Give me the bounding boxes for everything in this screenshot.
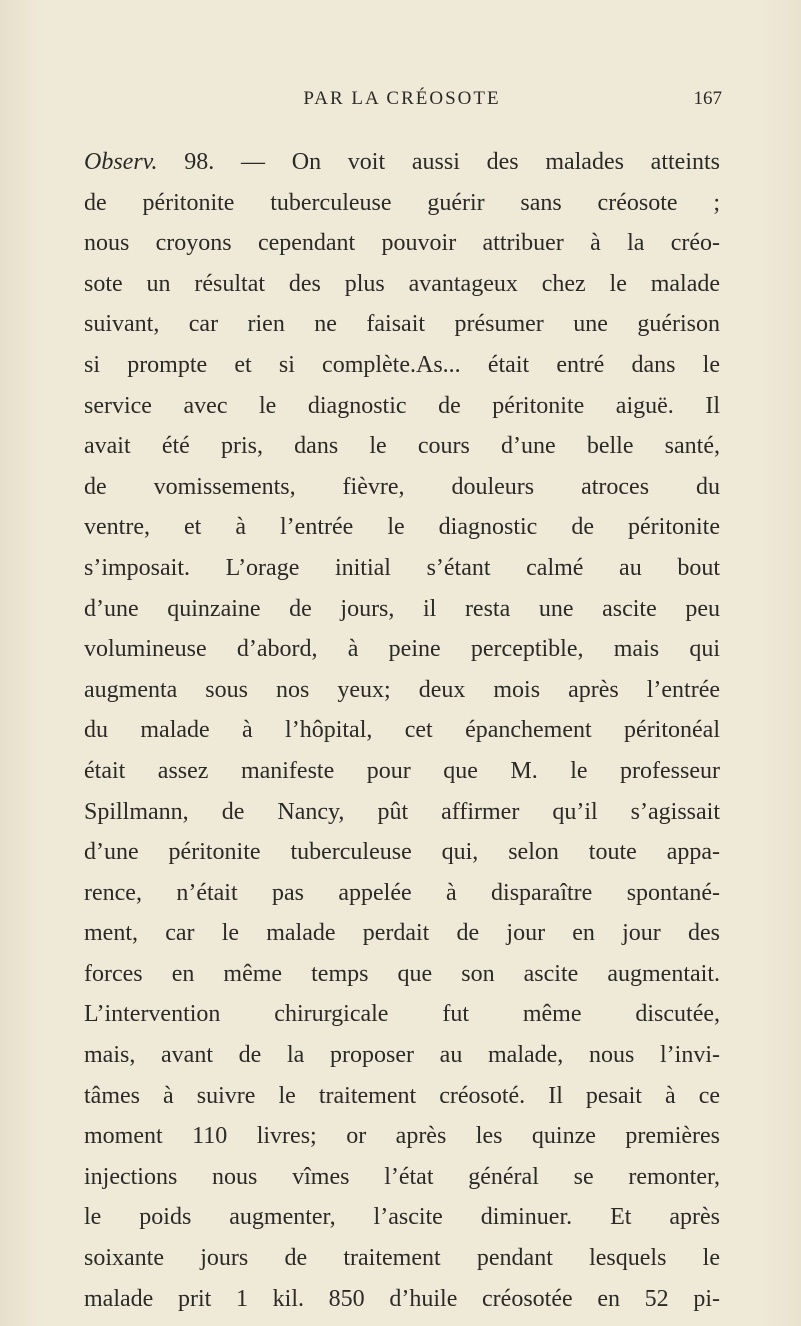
running-title: PAR LA CRÉOSOTE: [303, 88, 501, 109]
text-line: s’imposait. L’orage initial s’étant calmé au bout: [84, 554, 720, 581]
text-line: de péritonite tuberculeuse guérir sans créosote ;: [84, 189, 720, 216]
text-line: d’une péritonite tuberculeuse qui, selon toute appa-: [84, 839, 720, 866]
text-line: était assez manifeste pour que M. le professeur: [84, 757, 720, 784]
text-line: malade prit 1 kil. 850 d’huile créosotée en 52 pi-: [84, 1285, 720, 1312]
text-line: moment 110 livres; or après les quinze premières: [84, 1123, 720, 1150]
text-line: ventre, et à l’entrée le diagnostic de péritonite: [84, 514, 720, 541]
text-line: nous croyons cependant pouvoir attribuer à la créo-: [84, 230, 720, 257]
running-head: [82, 86, 722, 116]
first-line-text: 98. — On voit aussi des malades atteints: [157, 149, 720, 175]
text-line: suivant, car rien ne faisait présumer une guérison: [84, 311, 720, 338]
text-line: avait été pris, dans le cours d’une belle santé,: [84, 433, 720, 460]
text-line: d’une quinzaine de jours, il resta une ascite peu: [84, 595, 720, 622]
text-line: le poids augmenter, l’ascite diminuer. Et après: [84, 1204, 720, 1231]
text-line: forces en même temps que son ascite augmentait.: [84, 960, 720, 987]
text-line: mais, avant de la proposer au malade, nous l’invi-: [84, 1042, 720, 1069]
text-line: si prompte et si complète.As... était entré dans le: [84, 351, 720, 378]
text-line: sote un résultat des plus avantageux chez le malade: [84, 270, 720, 297]
text-line: volumineuse d’abord, à peine perceptible, mais qui: [84, 636, 720, 663]
text-line: service avec le diagnostic de péritonite aiguë. Il: [84, 392, 720, 419]
observation-label: Observ.: [84, 149, 158, 175]
text-line: [84, 142, 720, 183]
text-line: de vomissements, fièvre, douleurs atroces du: [84, 473, 720, 500]
page-number: 167: [693, 88, 722, 109]
text-line: L’intervention chirurgicale fut même discutée,: [84, 1001, 720, 1028]
text-line: augmenta sous nos yeux; deux mois après l’entrée: [84, 676, 720, 703]
text-line: tâmes à suivre le traitement créosoté. Il pesait à ce: [84, 1082, 720, 1109]
text-line: Spillmann, de Nancy, pût affirmer qu’il s’agissait: [84, 798, 720, 825]
text-line: injections nous vîmes l’état général se remonter,: [84, 1163, 720, 1190]
text-line: du malade à l’hôpital, cet épanchement péritonéal: [84, 717, 720, 744]
text-line: rence, n’était pas appelée à disparaître spontané-: [84, 879, 720, 906]
text-line: soixante jours de traitement pendant lesquels le: [84, 1245, 720, 1272]
body-text: [84, 142, 720, 1319]
text-line: ment, car le malade perdait de jour en jour des: [84, 920, 720, 947]
